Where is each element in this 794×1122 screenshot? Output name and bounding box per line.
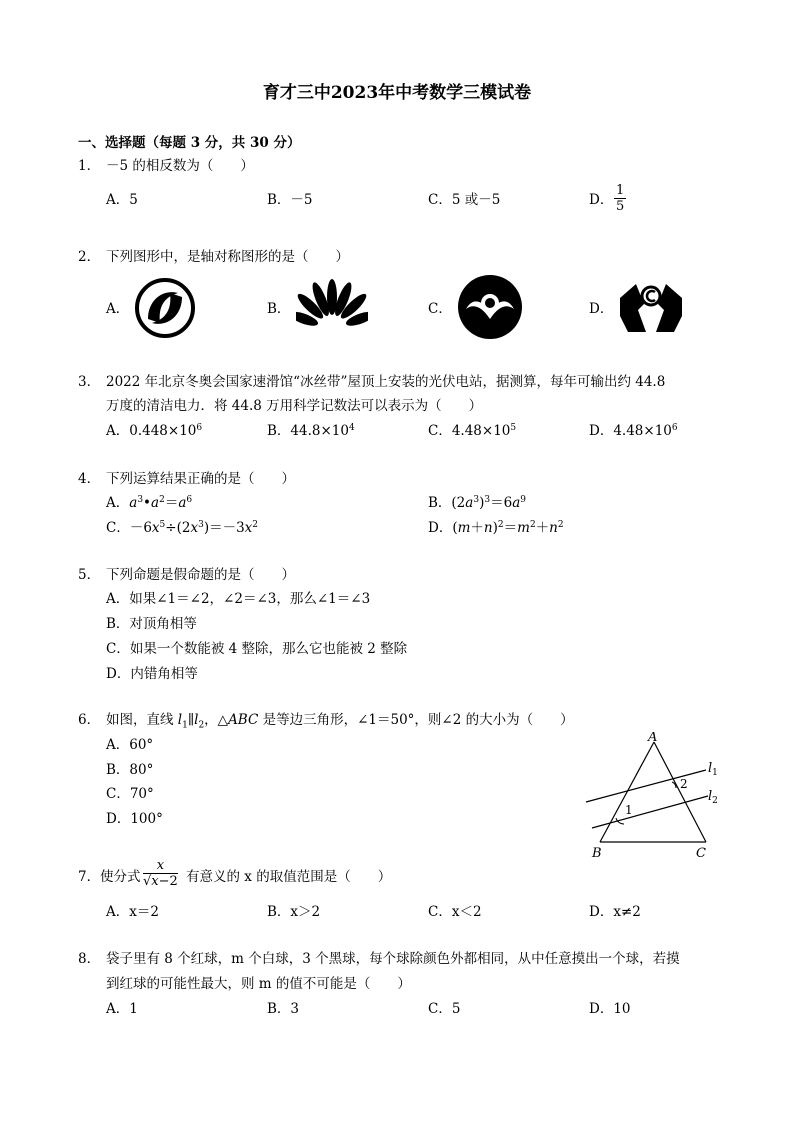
- q4-option-a: A．$a^3•a^2=a^6$: [106, 495, 193, 511]
- q1-option-a: A．5: [106, 192, 138, 208]
- q1-numerator: 1: [616, 183, 625, 198]
- fig-angle-1: 1: [625, 803, 633, 817]
- q7-option-b: B．x＞2: [267, 904, 321, 920]
- q1-option-d: D．: [589, 192, 614, 208]
- q3-option-d: [589, 422, 678, 440]
- q3-stem-line1: 2022 年北京冬奥会国家速滑馆“冰丝带”屋顶上安装的光伏电站，据测算，每年可输出约 44.8: [106, 374, 666, 390]
- q6-option-d: D．100°: [106, 811, 163, 827]
- q3-b-exponent: 4: [348, 423, 355, 433]
- logo-d-icon: [616, 276, 686, 338]
- q1-stem: －5 的相反数为（ ）: [106, 158, 254, 174]
- q7-option-d: D．x≠2: [589, 904, 641, 920]
- q8-number: 8．: [78, 951, 101, 967]
- fig-l1-subscript: 1: [712, 768, 718, 778]
- q2-option-d: D．: [589, 301, 614, 317]
- q7-option-c: C．x＜2: [428, 904, 482, 920]
- q7-option-a: A．x＝2: [106, 904, 159, 920]
- q3-c-text: C．4.48×10: [428, 423, 511, 439]
- q1-option-b: B．－5: [267, 192, 313, 208]
- q6-stem: 如图，直线 $l_1\parallel l_2$，△ABC 是等边三角形，∠1＝50°，则∠2 的大小为（ ）: [106, 712, 574, 731]
- q3-option-b: [267, 422, 355, 440]
- q3-a-text: A．0.448×10: [106, 423, 197, 439]
- section-heading: 一、选择题（每题 3 分，共 30 分）: [78, 135, 301, 151]
- q3-b-text: B．44.8×10: [267, 423, 349, 439]
- q6-option-a: A．60°: [106, 737, 154, 753]
- q2-option-c: C．: [428, 301, 452, 317]
- q8-option-b: B．3: [267, 1001, 300, 1017]
- q4-stem: 下列运算结果正确的是（ ）: [106, 471, 295, 487]
- fig-l2-subscript: 2: [712, 796, 718, 806]
- page-title: 育才三中2023年中考数学三模试卷: [262, 83, 532, 103]
- q7-number: 7．: [78, 869, 101, 885]
- q1-fraction: [614, 183, 626, 214]
- q7-denominator: √x−2: [143, 874, 178, 889]
- q8-option-d: D．10: [589, 1001, 631, 1017]
- q3-option-a: [106, 422, 202, 440]
- fig-line-l1: [708, 761, 718, 778]
- q7-numerator: x: [143, 858, 178, 874]
- q2-option-b: B．: [267, 301, 291, 317]
- q6-figure: [578, 732, 728, 864]
- fig-angle-2: 2: [680, 777, 688, 791]
- fig-l1-letter: l: [708, 761, 713, 776]
- q5-option-b: B．对顶角相等: [106, 616, 197, 632]
- q4-option-c: C．$-6x^5\div(2x^3)=-3x^2$: [106, 520, 259, 536]
- q6-number: 6．: [78, 712, 101, 728]
- q1-option-c: C．5 或－5: [428, 192, 501, 208]
- q4-option-b: B．$(2a^3)^3=6a^9$: [428, 495, 526, 511]
- logo-b-icon: [296, 275, 368, 337]
- q1-number: 1．: [78, 158, 101, 174]
- q5-stem: 下列命题是假命题的是（ ）: [106, 567, 295, 583]
- q5-option-d: D．内错角相等: [106, 666, 198, 682]
- q2-stem: 下列图形中，是轴对称图形的是（ ）: [106, 249, 349, 265]
- q5-option-c: C．如果一个数能被 4 整除，那么它也能被 2 整除: [106, 641, 408, 657]
- q4-option-d: D．$(m+n)^2=m^2+n^2$: [428, 520, 564, 536]
- q3-d-exponent: 6: [671, 423, 678, 433]
- fig-label-b: B: [592, 846, 602, 861]
- q8-option-a: A．1: [106, 1001, 138, 1017]
- q4-number: 4．: [78, 471, 101, 487]
- q7-fraction: [143, 858, 178, 889]
- fig-line-l2: [708, 789, 718, 806]
- q5-option-a: A．如果∠1＝∠2，∠2＝∠3，那么∠1＝∠3: [106, 591, 371, 607]
- fig-label-a: A: [648, 732, 658, 745]
- q2-option-a: A．: [106, 301, 130, 317]
- q2-number: 2．: [78, 249, 101, 265]
- q3-a-exponent: 6: [196, 423, 203, 433]
- q8-stem-line2: 到红球的可能性最大，则 m 的值不可能是（ ）: [106, 976, 411, 992]
- q1-denominator: 5: [616, 199, 625, 214]
- q3-stem-line2: 万度的清洁电力．将 44.8 万用科学记数法可以表示为（ ）: [106, 398, 483, 414]
- logo-a-icon: [134, 277, 196, 339]
- q5-number: 5．: [78, 567, 101, 583]
- q3-d-text: D．4.48×10: [589, 423, 672, 439]
- q3-c-exponent: 5: [510, 423, 517, 433]
- q6-option-b: B．80°: [106, 762, 154, 778]
- q3-option-c: [428, 422, 516, 440]
- fig-label-c: C: [696, 846, 706, 861]
- q6-option-c: C．70°: [106, 786, 154, 802]
- q7-post: 有意义的 x 的取值范围是（ ）: [186, 869, 392, 885]
- q8-option-c: C．5: [428, 1001, 461, 1017]
- q7-pre: 使分式: [100, 869, 141, 885]
- logo-c-icon: [456, 273, 524, 341]
- fig-l2-letter: l: [708, 789, 713, 804]
- q8-stem-line1: 袋子里有 8 个红球，m 个白球，3 个黑球，每个球除颜色外都相同，从中任意摸出一个球，若摸: [106, 951, 680, 967]
- q3-number: 3．: [78, 374, 101, 390]
